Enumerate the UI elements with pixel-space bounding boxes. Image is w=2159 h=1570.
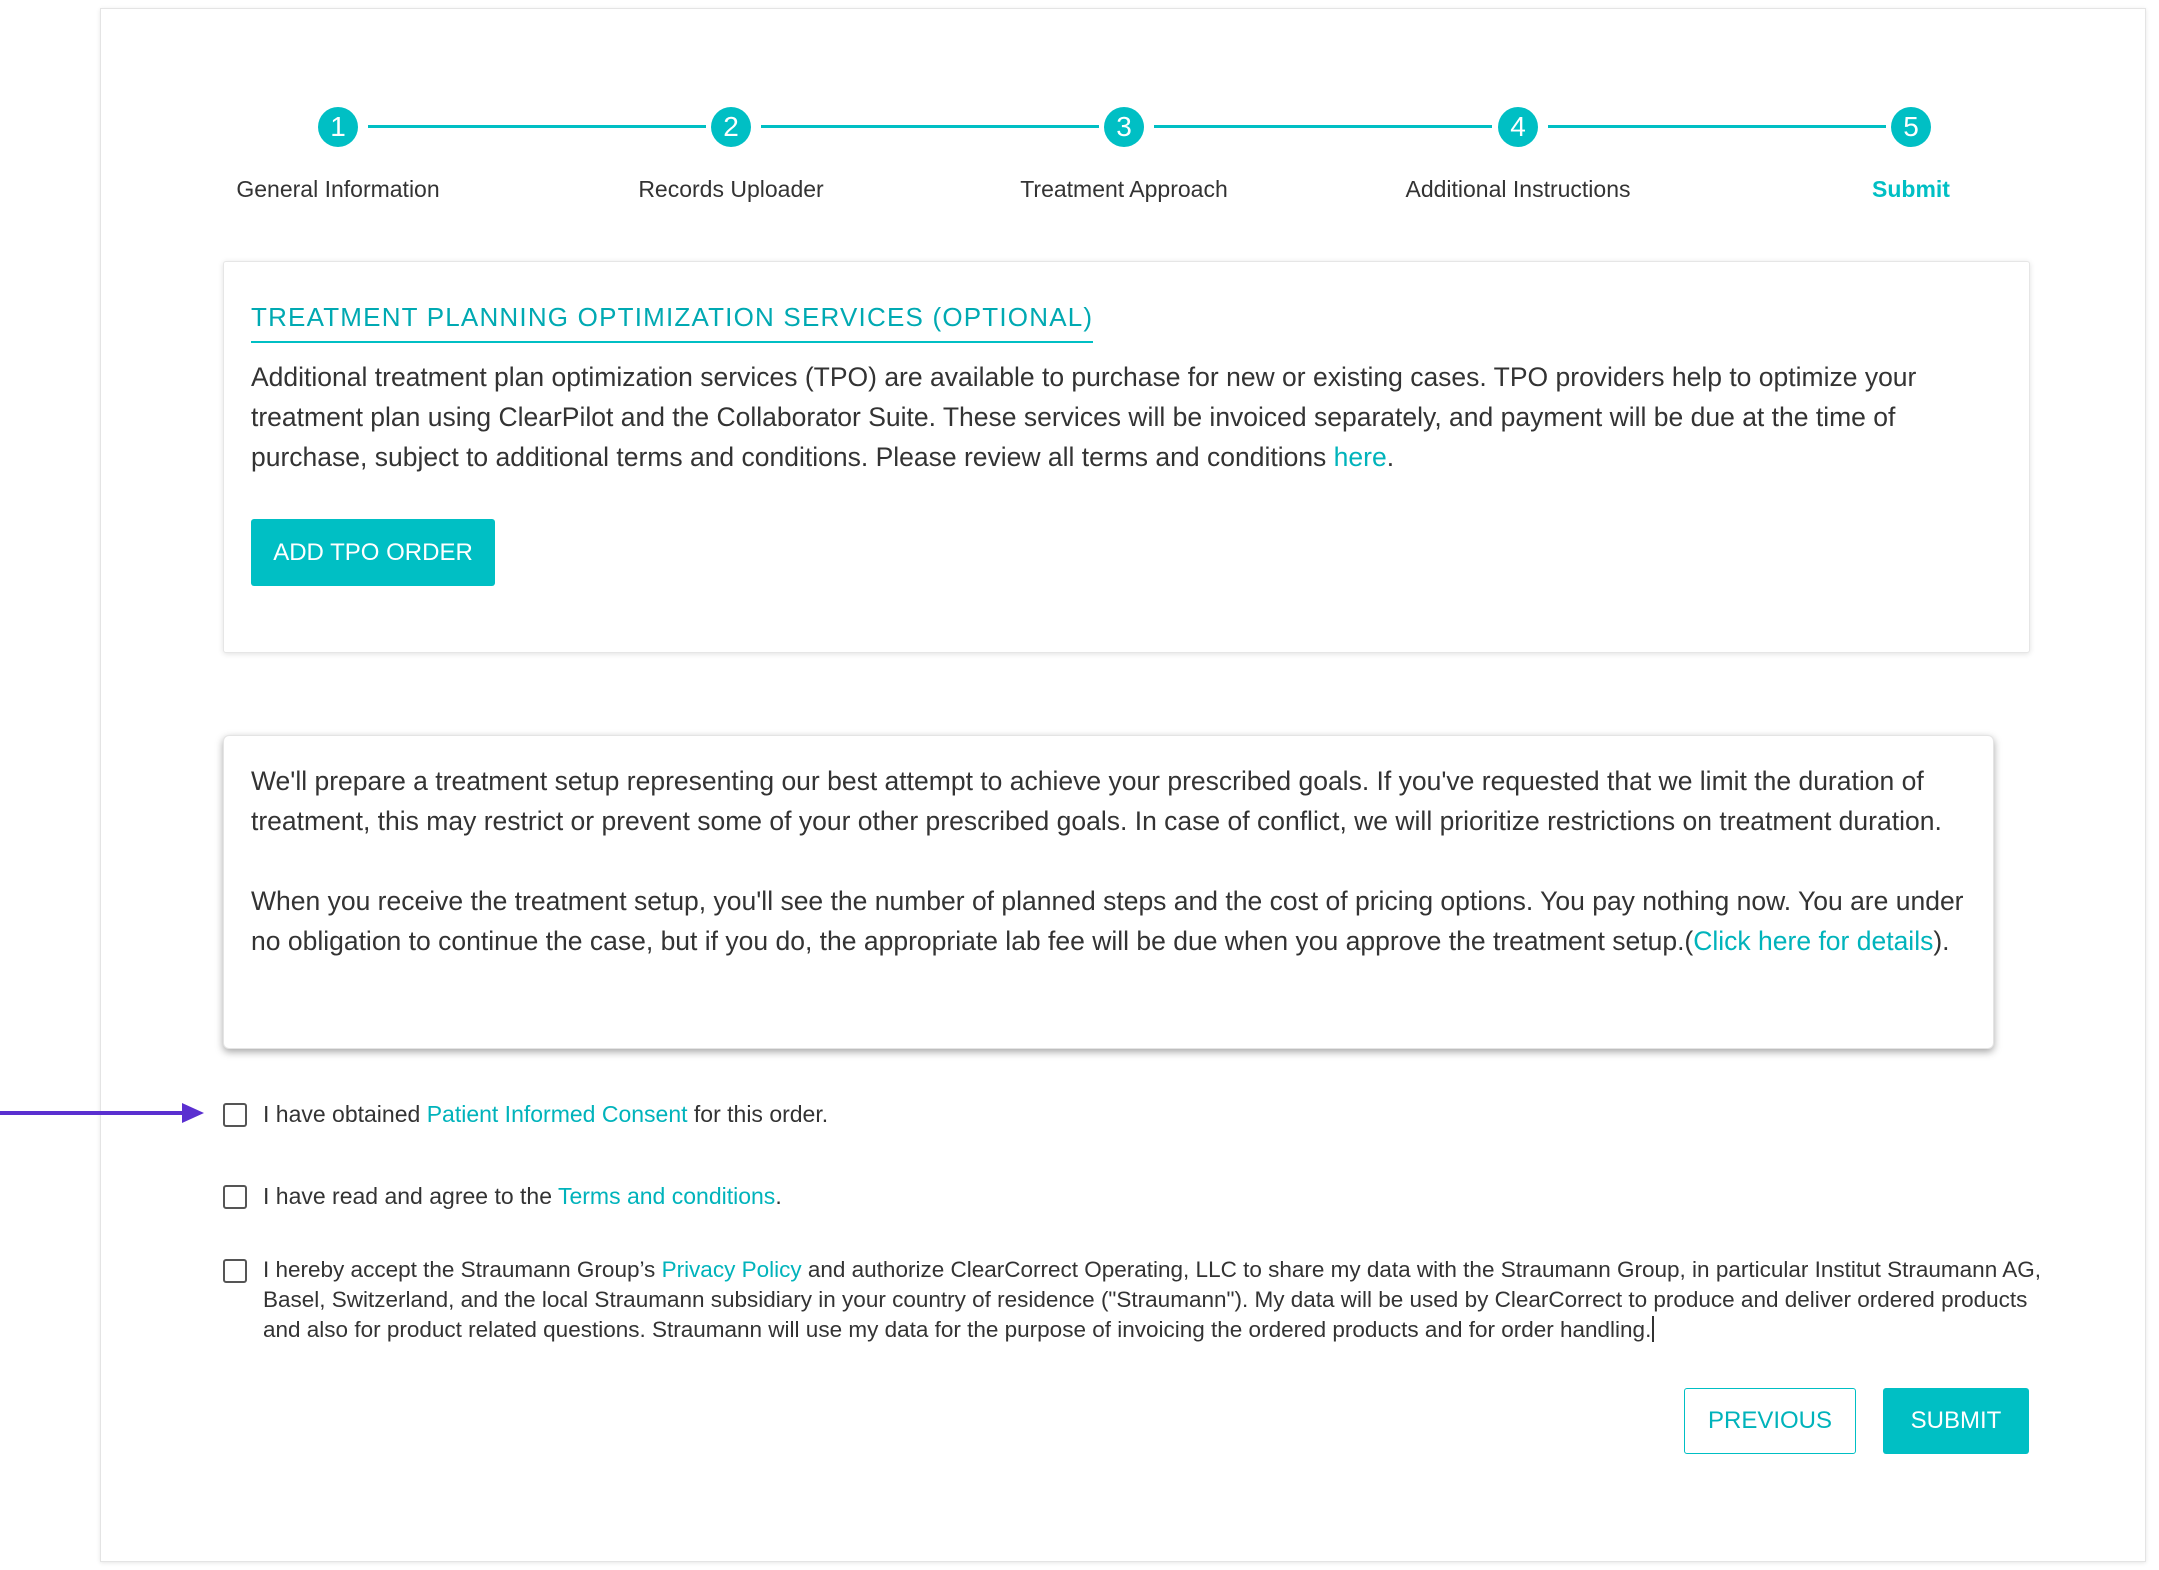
step-5-indicator[interactable]: 5 — [1891, 107, 1931, 147]
terms-label — [263, 1183, 782, 1210]
patient-informed-consent-link[interactable]: Patient Informed Consent — [426, 1101, 688, 1127]
step-1-label[interactable]: General Information — [236, 176, 440, 202]
step-2-indicator[interactable]: 2 — [711, 107, 751, 147]
tpo-description-text: Additional treatment plan optimization services (TPO) are available to purchase for new or existing cases. TPO providers help to optimize your treatment plan using ClearPilot and the Collaborator Suite. These services will be invoiced separately, and payment will be due at the time of purchase, subject to additional terms and conditions. Please review all terms and conditions — [251, 362, 1917, 472]
terms-checkbox[interactable] — [223, 1185, 247, 1209]
pricing-details-link[interactable]: Click here for details — [1693, 926, 1934, 956]
info-paragraph-1: We'll prepare a treatment setup representing our best attempt to achieve your prescribed goals. If you've requested that we limit the duration of treatment, this may restrict or prevent some of your other prescribed goals. In case of conflict, we will prioritize restrictions on treatment duration. — [251, 766, 1942, 836]
terms-text-end: . — [775, 1183, 782, 1209]
previous-button[interactable]: PREVIOUS — [1684, 1388, 1856, 1454]
tpo-section — [223, 261, 2030, 653]
privacy-text-end: and authorize ClearCorrect Operating, LLC to share my data with the Straumann Group, in particular Institut Straumann AG, Basel, Switzerland, and the local Straumann subsidiary in your country of residence ("Straumann"). My data will be used by ClearCorrect to produce and deliver ordered products and also for product related questions. Straumann will use my data for the purpose of invoicing the ordered products and for order handling. — [263, 1257, 2041, 1342]
patient-consent-checkbox[interactable] — [223, 1103, 247, 1127]
info-paragraph-2 — [251, 881, 1971, 961]
step-3-label[interactable]: Treatment Approach — [1020, 176, 1228, 202]
patient-consent-text: I have obtained — [263, 1101, 427, 1127]
step-4-indicator[interactable]: 4 — [1498, 107, 1538, 147]
submit-button[interactable]: SUBMIT — [1883, 1388, 2029, 1454]
step-connector — [368, 125, 706, 128]
add-tpo-order-button[interactable]: ADD TPO ORDER — [251, 519, 495, 586]
info-paragraph-2-end: ). — [1933, 926, 1950, 956]
step-connector — [1548, 125, 1886, 128]
tpo-title: TREATMENT PLANNING OPTIMIZATION SERVICES (OPTIONAL) — [251, 302, 1093, 343]
step-connector — [761, 125, 1099, 128]
tpo-description — [251, 357, 2011, 477]
text-cursor — [1652, 1316, 1654, 1342]
tpo-description-end: . — [1386, 442, 1395, 472]
patient-consent-text-end: for this order. — [687, 1101, 829, 1127]
patient-consent-label — [263, 1101, 828, 1128]
step-connector — [1154, 125, 1492, 128]
step-3-indicator[interactable]: 3 — [1104, 107, 1144, 147]
step-5-label[interactable]: Submit — [1872, 176, 1950, 202]
annotation-arrow-icon — [0, 1098, 210, 1128]
privacy-policy-link[interactable]: Privacy Policy — [661, 1257, 802, 1282]
privacy-checkbox[interactable] — [223, 1259, 247, 1283]
step-2-label[interactable]: Records Uploader — [638, 176, 824, 202]
treatment-info-card — [223, 735, 1994, 1049]
info-paragraph-2-text: When you receive the treatment setup, you'll see the number of planned steps and the cost of pricing options. You pay nothing now. You are under no obligation to continue the case, but if you do, the appropriate lab fee will be due when you approve the treatment setup.( — [251, 886, 1964, 956]
tpo-terms-link[interactable]: here — [1333, 442, 1387, 472]
terms-text: I have read and agree to the — [263, 1183, 558, 1209]
privacy-label — [263, 1255, 2063, 1345]
step-1-indicator[interactable]: 1 — [318, 107, 358, 147]
privacy-text: I hereby accept the Straumann Group’s — [263, 1257, 662, 1282]
terms-and-conditions-link[interactable]: Terms and conditions — [557, 1183, 776, 1209]
step-4-label[interactable]: Additional Instructions — [1405, 176, 1631, 202]
